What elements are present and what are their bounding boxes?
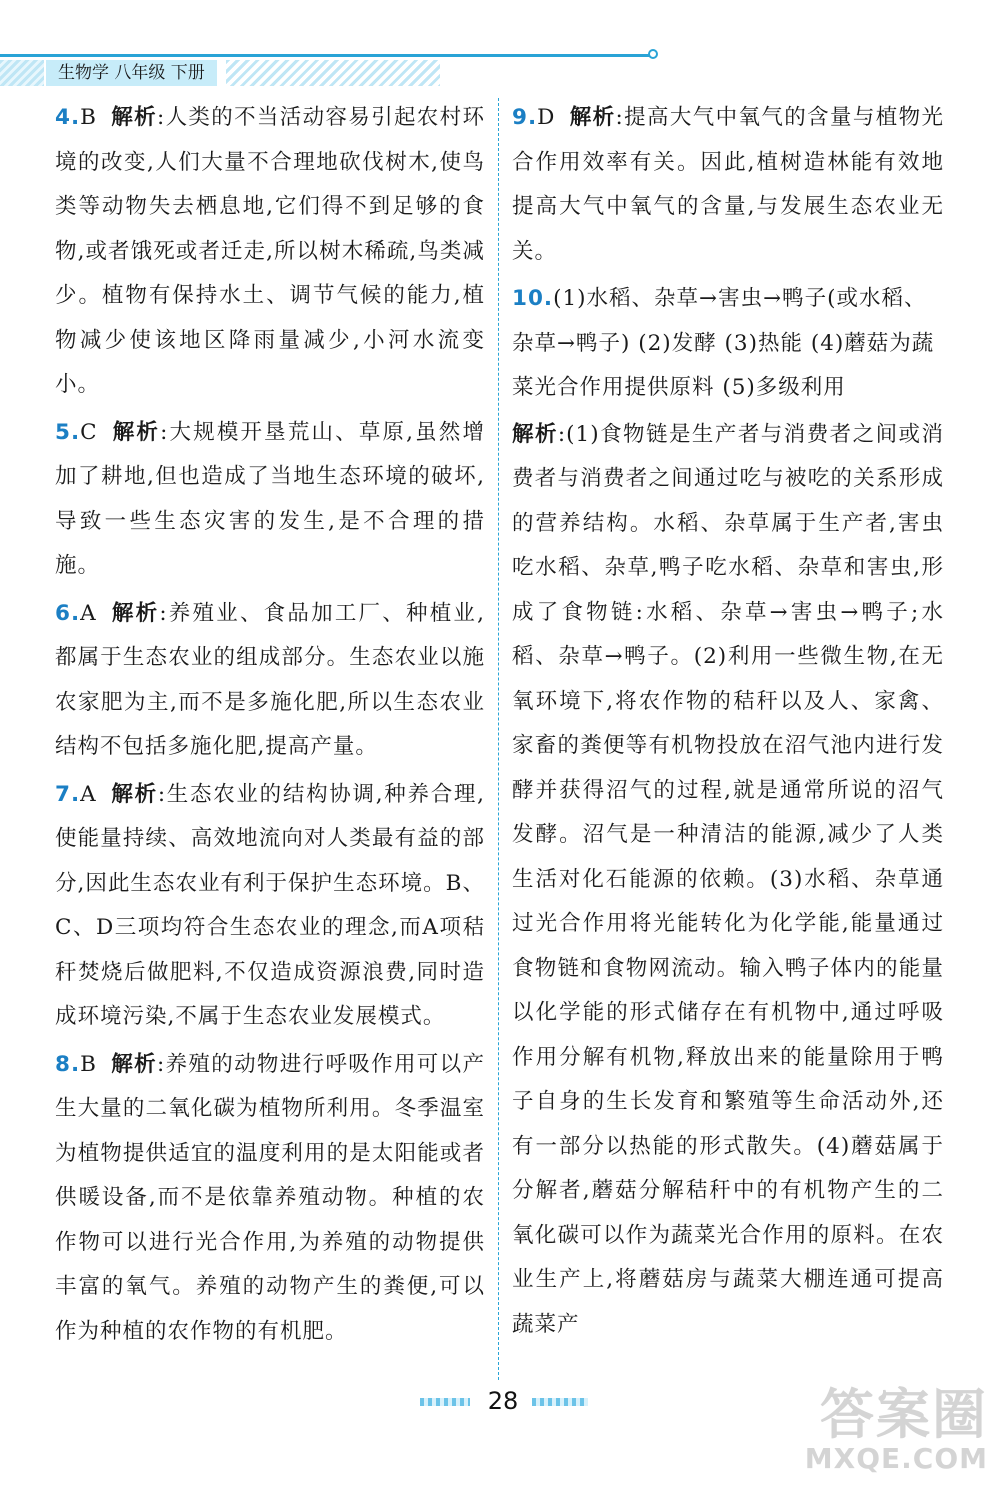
book-title: 生物学 八年级 下册 (46, 60, 217, 86)
footer-stripe-right (532, 1398, 588, 1406)
answer-choice: C (80, 419, 98, 445)
question-number: 5. (55, 419, 81, 445)
answer-item-4 (55, 96, 485, 408)
page-footer (420, 1386, 590, 1416)
answer-choice: D (537, 105, 556, 130)
header-stripe-decoration (226, 60, 440, 86)
answer-choice: A (80, 600, 97, 626)
question-number: 10. (512, 286, 554, 311)
header-tab-decoration (0, 60, 44, 86)
answer-choice: A (80, 781, 97, 807)
header-rule (0, 54, 652, 57)
page-number: 28 (487, 1387, 519, 1415)
watermark (804, 1383, 988, 1475)
watermark-url: MXQE.COM (804, 1442, 988, 1475)
answer-choice: B (80, 1051, 97, 1077)
fill-in-answers (512, 277, 944, 411)
answer-item-9 (512, 96, 944, 274)
answer-choice: B (80, 105, 97, 130)
header-rule-end-dot (648, 49, 658, 59)
answer-text: (1)水稻、杂草→害虫→鸭子(或水稻、杂草→鸭子) (2)发酵 (3)热能 (4)蘑菇为蔬菜光合作用提供原料 (5)多级利用 (512, 286, 935, 400)
analysis-label: 解析 (110, 105, 157, 130)
page-header (0, 48, 660, 88)
analysis-text: :养殖业、食品加工厂、种植业,都属于生态农业的组成部分。生态农业以施农家肥为主,而不是多施化肥,所以生态农业结构不包括多施化肥,提高产量。 (55, 600, 485, 759)
question-number: 4. (55, 105, 81, 130)
analysis-label: 解析 (110, 1051, 157, 1077)
footer-stripe-left (420, 1398, 470, 1406)
analysis-text: :生态农业的结构协调,种养合理,使能量持续、高效地流向对人类最有益的部分,因此生态农业有利于保护生态环境。B、C、D三项均符合生态农业的理念,而A项秸秆焚烧后做肥料,不仅造成资源浪费,同时造成环境污染,不属于生态农业发展模式。 (55, 781, 485, 1029)
analysis-label: 解析 (110, 781, 158, 807)
analysis-label: 解析 (111, 419, 161, 445)
question-number: 9. (512, 105, 538, 130)
question-number: 8. (55, 1051, 81, 1077)
analysis-label: 解析 (569, 105, 616, 130)
answer-item-7 (55, 773, 485, 1040)
question-number: 7. (55, 781, 81, 807)
right-column (512, 96, 944, 1350)
watermark-cn: 答案圈 (820, 1383, 988, 1446)
analysis-text: :人类的不当活动容易引起农村环境的改变,人们大量不合理地砍伐树木,使鸟类等动物失去栖息地,它们得不到足够的食物,或者饿死或者迁走,所以树木稀疏,鸟类减少。植物有保持水土、调节气候的能力,植物减少使该地区降雨量减少,小河水流变小。 (55, 105, 485, 397)
answer-item-6 (55, 592, 485, 770)
answer-item-10 (512, 277, 944, 1347)
column-divider (498, 98, 500, 1380)
analysis-label: 解析 (512, 421, 558, 447)
analysis-text: :养殖的动物进行呼吸作用可以产生大量的二氧化碳为植物所利用。冬季温室为植物提供适宜的温度利用的是太阳能或者供暖设备,而不是依靠养殖动物。种植的农作物可以进行光合作用,为养殖的动物提供丰富的氧气。养殖的动物产生的粪便,可以作为种植的农作物的有机肥。 (55, 1051, 485, 1344)
analysis-text: :大规模开垦荒山、草原,虽然增加了耕地,但也造成了当地生态环境的破坏,导致一些生态灾害的发生,是不合理的措施。 (55, 419, 485, 578)
analysis-paragraph (512, 413, 944, 1348)
left-column (55, 96, 485, 1357)
answer-item-5 (55, 411, 485, 589)
question-number: 6. (55, 600, 81, 626)
analysis-text: :(1)食物链是生产者与消费者之间或消费者与消费者之间通过吃与被吃的关系形成的营养结构。水稻、杂草属于生产者,害虫吃水稻、杂草,鸭子吃水稻、杂草和害虫,形成了食物链:水稻、杂草→害虫→鸭子;水稻、杂草→鸭子。(2)利用一些微生物,在无氧环境下,将农作物的秸秆以及人、家禽、家畜的粪便等有机物投放在沼气池内进行发酵并获得沼气的过程,就是通常所说的沼气发酵。沼气是一种清洁的能源,减少了人类生活对化石能源的依赖。(3)水稻、杂草通过光合作用将光能转化为化学能,能量通过食物链和食物网流动。输入鸭子体内的能量以化学能的形式储存在有机物中,通过呼吸作用分解有机物,释放出来的能量除用于鸭子自身的生长发育和繁殖等生命活动外,还有一部分以热能的形式散失。(4)蘑菇属于分解者,蘑菇分解秸秆中的有机物产生的二氧化碳可以作为蔬菜光合作用的原料。在农业生产上,将蘑菇房与蔬菜大棚连通可提高蔬菜产 (512, 421, 944, 1337)
analysis-text: :提高大气中氧气的含量与植物光合作用效率有关。因此,植树造林能有效地提高大气中氧气的含量,与发展生态农业无关。 (512, 105, 944, 264)
analysis-label: 解析 (110, 600, 160, 626)
answer-item-8 (55, 1043, 485, 1355)
